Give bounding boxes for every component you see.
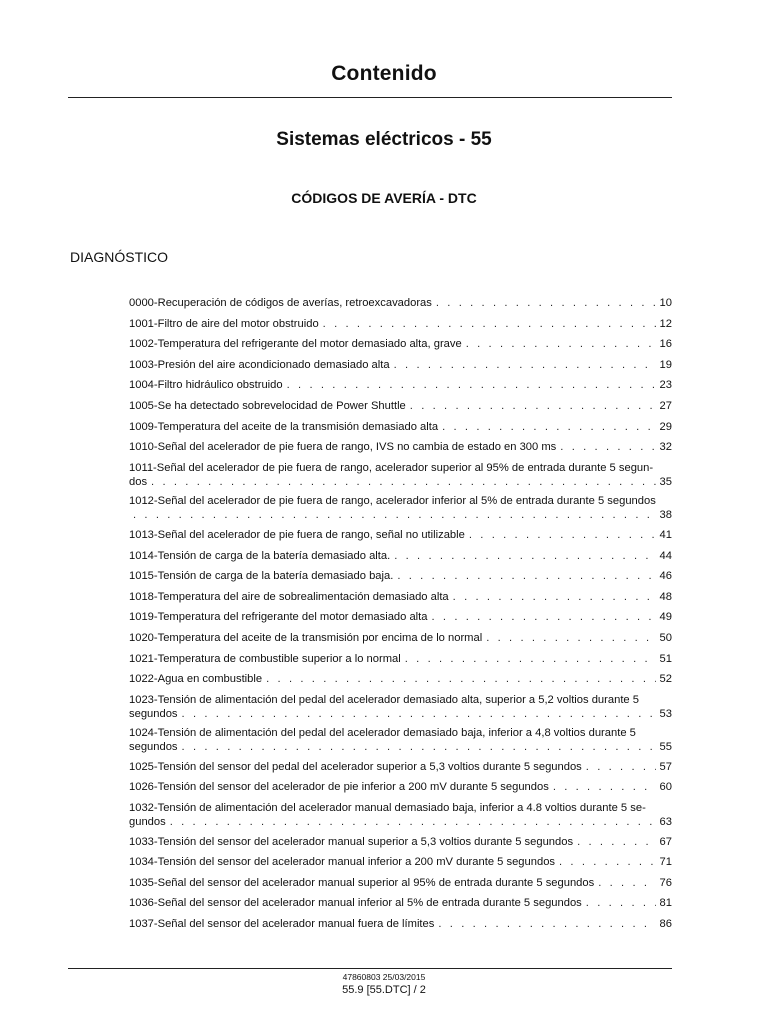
toc-entry-title-line: 1023-Tensión de alimentación del pedal del acelerador demasiado alta, superior a 5,2 voltios durante 5: [129, 693, 639, 706]
footer-divider: [68, 968, 672, 969]
toc-entry[interactable]: [129, 358, 672, 372]
toc-page-number: 76: [659, 876, 672, 889]
toc-page-number: 32: [659, 441, 672, 454]
toc-entry[interactable]: [129, 461, 672, 489]
toc-entry[interactable]: [129, 876, 672, 890]
toc-entry[interactable]: [129, 917, 672, 931]
toc-entry[interactable]: [129, 672, 672, 686]
toc-page-number: 12: [659, 317, 672, 330]
dot-leader: [559, 855, 656, 869]
toc-page-number: 67: [659, 835, 672, 848]
header-divider: [68, 97, 672, 98]
toc-entry[interactable]: [129, 896, 672, 910]
toc-entry[interactable]: [129, 440, 672, 454]
toc-entry-title: 1004-Filtro hidráulico obstruido: [129, 379, 283, 392]
toc-entry-title: 1035-Señal del sensor del acelerador manual superior al 95% de entrada durante 5 segundos: [129, 876, 595, 889]
toc-entry-title-line: 1032-Tensión de alimentación del acelerador manual demasiado baja, inferior a 4.8 voltios durante 5 se-: [129, 802, 646, 815]
toc-page-number: 57: [659, 760, 672, 773]
toc-entry-title: 1005-Se ha detectado sobrevelocidad de Power Shuttle: [129, 399, 406, 412]
toc-entry[interactable]: [129, 855, 672, 869]
toc-entry-title: 1021-Temperatura de combustible superior a lo normal: [129, 652, 401, 665]
dot-leader: [170, 815, 656, 829]
dot-leader: [466, 337, 656, 351]
toc-entry-title: 1034-Tensión del sensor del acelerador manual inferior a 200 mV durante 5 segundos: [129, 856, 556, 869]
toc-entry[interactable]: [129, 726, 672, 754]
toc-entry[interactable]: [129, 337, 672, 351]
toc-entry[interactable]: [129, 296, 672, 310]
toc-entry[interactable]: [129, 835, 672, 849]
dot-leader: [266, 672, 655, 686]
toc-entry-title: 1010-Señal del acelerador de pie fuera de rango, IVS no cambia de estado en 300 ms: [129, 441, 557, 454]
toc-page-number: 35: [659, 475, 672, 488]
toc-entry-title: 1033-Tensión del sensor del acelerador manual superior a 5,3 voltios durante 5 segundos: [129, 835, 574, 848]
toc-entry[interactable]: [129, 801, 672, 829]
dot-leader: [405, 652, 656, 666]
toc-entry-title: 1037-Señal del sensor del acelerador manual fuera de límites: [129, 918, 435, 931]
dot-leader: [397, 569, 655, 583]
toc-entry[interactable]: [129, 610, 672, 624]
toc-entry[interactable]: [129, 780, 672, 794]
toc-entry[interactable]: [129, 317, 672, 331]
dot-leader: [469, 528, 656, 542]
dot-leader: [394, 549, 655, 563]
page-reference: 55.9 [55.DTC] / 2: [342, 984, 426, 996]
toc-entry[interactable]: [129, 693, 672, 721]
toc-entry-title: 1001-Filtro de aire del motor obstruido: [129, 317, 319, 330]
dot-leader: [182, 707, 656, 721]
toc-entry-title-line: 1011-Señal del acelerador de pie fuera de rango, acelerador superior al 95% de entrada durante 5 segun-: [129, 461, 654, 474]
toc-page-number: 63: [659, 816, 672, 829]
toc-page-number: 50: [659, 631, 672, 644]
toc-entry-title: 1003-Presión del aire acondicionado demasiado alta: [129, 358, 390, 371]
toc-page-number: 81: [659, 897, 672, 910]
table-of-contents: [129, 296, 672, 938]
toc-page-number: 44: [659, 549, 672, 562]
toc-page-number: 48: [659, 590, 672, 603]
toc-entry-title: segundos: [129, 741, 178, 754]
dot-leader: [438, 917, 655, 931]
toc-entry-title: 0000-Recuperación de códigos de averías, retroexcavadoras: [129, 297, 432, 309]
toc-entry-title: 1014-Tensión de carga de la batería demasiado alta.: [129, 549, 391, 562]
toc-page-number: 27: [659, 399, 672, 412]
toc-page-number: 51: [659, 652, 672, 665]
dot-leader: [453, 590, 656, 604]
toc-entry-title: 1020-Temperatura del aceite de la transmisión por encima de lo normal: [129, 631, 483, 644]
toc-page-number: 55: [659, 741, 672, 754]
toc-entry-title: 1018-Temperatura del aire de sobrealimentación demasiado alta: [129, 590, 449, 603]
toc-page-number: 49: [659, 611, 672, 624]
dot-leader: [287, 378, 656, 392]
toc-page-number: 38: [659, 509, 672, 522]
dot-leader: [394, 358, 656, 372]
toc-entry-title-line: 1012-Señal del acelerador de pie fuera de rango, acelerador inferior al 5% de entrada durante 5 segundos: [129, 495, 656, 508]
toc-page-number: 53: [659, 707, 672, 720]
toc-entry[interactable]: [129, 590, 672, 604]
page-title: Contenido: [331, 62, 437, 85]
toc-page-number: 10: [659, 297, 672, 309]
toc-entry[interactable]: [129, 399, 672, 413]
toc-entry[interactable]: [129, 652, 672, 666]
dot-leader: [133, 508, 656, 522]
toc-entry-title: 1015-Tensión de carga de la batería demasiado baja.: [129, 570, 394, 583]
toc-entry-title: 1036-Señal del sensor del acelerador manual inferior al 5% de entrada durante 5 segundos: [129, 897, 582, 910]
dot-leader: [553, 780, 656, 794]
toc-entry[interactable]: [129, 494, 672, 522]
dot-leader: [432, 610, 656, 624]
dot-leader: [586, 896, 656, 910]
toc-entry-title: 1009-Temperatura del aceite de la transmisión demasiado alta: [129, 420, 439, 433]
toc-page-number: 41: [659, 528, 672, 541]
toc-page-number: 29: [659, 420, 672, 433]
toc-page-number: 71: [659, 856, 672, 869]
subsection-title: CÓDIGOS DE AVERÍA - DTC: [291, 190, 477, 206]
toc-page-number: 60: [659, 781, 672, 794]
dot-leader: [560, 440, 655, 454]
toc-page-number: 23: [659, 379, 672, 392]
toc-page-number: 86: [659, 918, 672, 931]
toc-entry[interactable]: [129, 420, 672, 434]
toc-entry-title: gundos: [129, 816, 166, 829]
toc-entry[interactable]: [129, 528, 672, 542]
toc-entry-title: 1013-Señal del acelerador de pie fuera de rango, señal no utilizable: [129, 528, 465, 541]
dot-leader: [598, 876, 655, 890]
toc-entry-title: dos: [129, 475, 148, 488]
toc-entry-title: 1026-Tensión del sensor del acelerador de pie inferior a 200 mV durante 5 segundos: [129, 781, 549, 794]
toc-entry[interactable]: [129, 569, 672, 583]
dot-leader: [586, 760, 656, 774]
toc-entry-title: 1025-Tensión del sensor del pedal del acelerador superior a 5,3 voltios durante 5 segundos: [129, 760, 582, 773]
dot-leader: [151, 475, 656, 489]
dot-leader: [577, 835, 655, 849]
toc-entry-title: 1022-Agua en combustible: [129, 673, 263, 686]
category-heading: DIAGNÓSTICO: [70, 249, 169, 265]
toc-entry-title: 1019-Temperatura del refrigerante del motor demasiado alta: [129, 611, 428, 624]
dot-leader: [486, 631, 655, 645]
toc-page-number: 19: [659, 358, 672, 371]
dot-leader: [182, 740, 656, 754]
toc-entry-title: 1002-Temperatura del refrigerante del motor demasiado alta, grave: [129, 338, 462, 351]
dot-leader: [323, 317, 656, 331]
toc-page-number: 46: [659, 570, 672, 583]
toc-entry[interactable]: [129, 549, 672, 563]
toc-page-number: 52: [659, 673, 672, 686]
toc-page-number: 16: [659, 338, 672, 351]
dot-leader: [442, 420, 655, 434]
toc-entry-title: segundos: [129, 707, 178, 720]
section-title: Sistemas eléctricos - 55: [276, 129, 492, 150]
toc-entry[interactable]: [129, 760, 672, 774]
toc-entry-title-line: 1024-Tensión de alimentación del pedal del acelerador demasiado baja, inferior a 4,8 voltios durante 5: [129, 727, 636, 740]
document-code: 47860803 25/03/2015: [342, 972, 426, 982]
toc-entry[interactable]: [129, 631, 672, 645]
dot-leader: [410, 399, 656, 413]
dot-leader: [436, 296, 656, 310]
toc-entry[interactable]: [129, 378, 672, 392]
